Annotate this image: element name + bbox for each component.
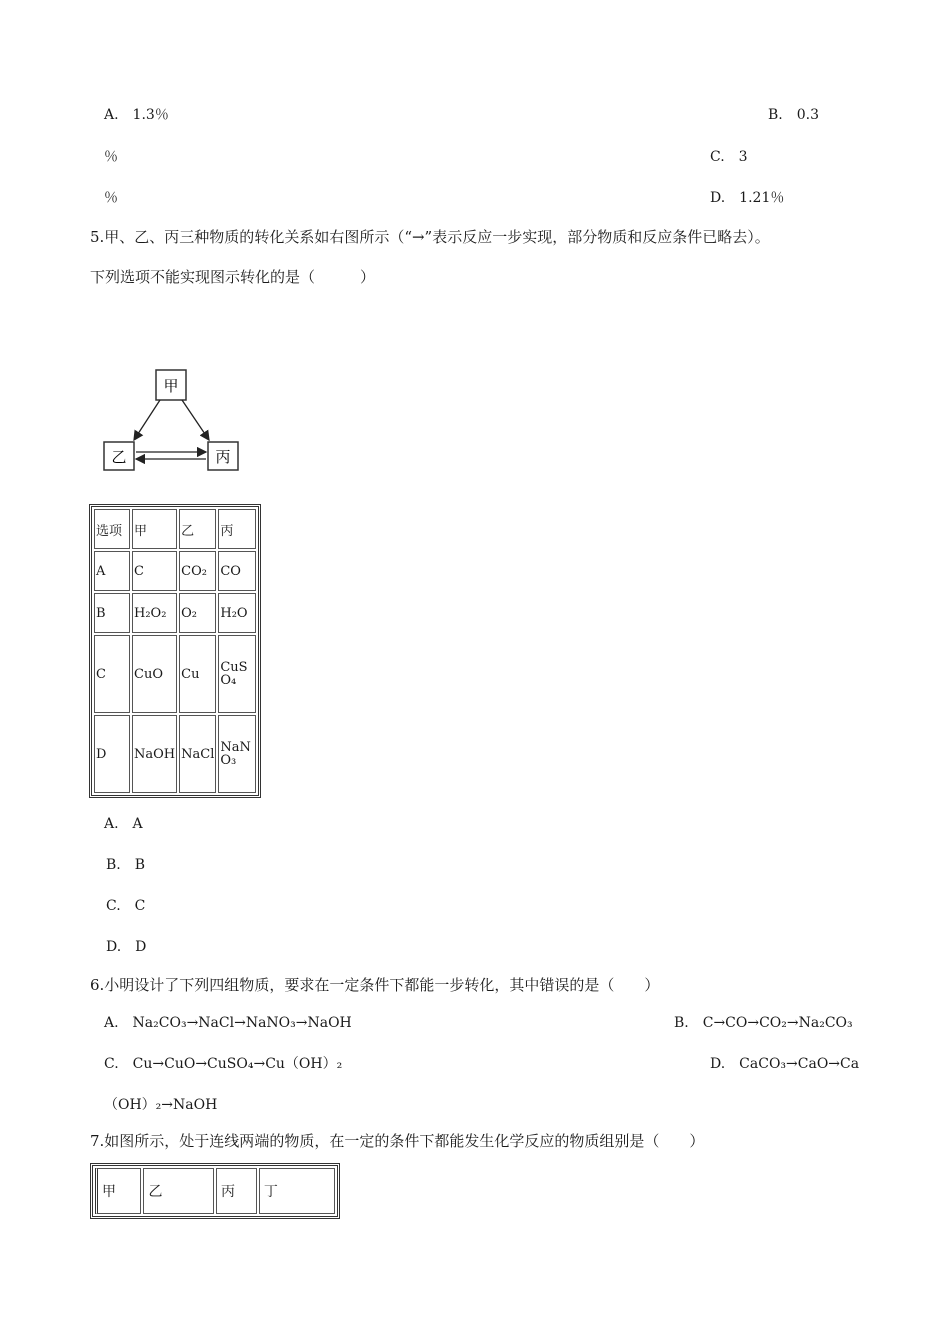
q6-option-d: D. CaCO₃→CaO→Ca [710,1056,860,1072]
q5-option-a: A. A [104,816,143,832]
header-cell: 丁 [259,1168,335,1214]
q6-option-c: C. Cu→CuO→CuSO₄→Cu（OH）₂ [104,1056,343,1072]
q5-conversion-diagram [90,362,250,482]
q6-option-b: B. C→CO→CO₂→Na₂CO₃ [674,1015,853,1031]
diagram-label-bing: 丙 [215,448,231,466]
arrow-jia-to-bing [182,400,209,440]
table-cell: NaCl [179,715,216,793]
q4-option-a: A. 1.3％ [104,107,169,123]
q6-stem: 6.小明设计了下列四组物质，要求在一定条件下都能一步转化，其中错误的是（ ） [90,976,660,994]
q5-option-d: D. D [106,939,147,955]
table-header-row [95,1168,335,1214]
table-cell: CO₂ [179,551,216,591]
header-cell: 丙 [218,509,256,549]
table-cell: NaOH [132,715,177,793]
header-cell: 甲 [132,509,177,549]
header-cell: 甲 [95,1168,141,1214]
arrow-jia-to-yi [134,400,160,440]
header-cell: 乙 [179,509,216,549]
q5-option-c: C. C [106,898,146,914]
table-row [94,715,256,793]
table-cell: B [94,593,130,633]
q6-option-d-continued: （OH）₂→NaOH [104,1097,218,1113]
table-row [94,593,256,633]
table-cell: CO [218,551,256,591]
q5-option-b: B. B [106,857,146,873]
q6-option-a: A. Na₂CO₃→NaCl→NaNO₃→NaOH [104,1015,352,1031]
table-cell: CuO [132,635,177,713]
table-cell: H₂O [218,593,256,633]
table-cell: H₂O₂ [132,593,177,633]
q5-stem-line1: 5.甲、乙、丙三种物质的转化关系如右图所示（“→”表示反应一步实现，部分物质和反应条件已略去）。 [90,228,770,246]
q5-options-table [89,504,261,798]
q7-stem: 7.如图所示，处于连线两端的物质，在一定的条件下都能发生化学反应的物质组别是（ ） [90,1132,705,1150]
table-row [94,551,256,591]
q4-option-b-percent: ％ [104,149,118,165]
table-header-row [94,509,256,549]
table-row [94,635,256,713]
table-cell: D [94,715,130,793]
q4-option-b: B. 0.3 [768,107,820,123]
header-cell: 选项 [94,509,130,549]
q5-stem-line2: 下列选项不能实现图示转化的是（ ） [90,268,376,286]
diagram-label-yi: 乙 [111,448,127,466]
diagram-label-jia: 甲 [163,377,179,395]
q4-option-d: D. 1.21％ [710,190,785,206]
q4-option-c: C. 3 [710,149,748,165]
table-cell: A [94,551,130,591]
q4-option-c-percent: ％ [104,190,118,206]
table-cell: Cu [179,635,216,713]
header-cell: 丙 [216,1168,257,1214]
table-cell: NaNO₃ [218,715,256,793]
header-cell: 乙 [143,1168,214,1214]
table-cell: CuSO₄ [218,635,256,713]
table-cell: C [94,635,130,713]
table-cell: C [132,551,177,591]
q7-table [90,1163,340,1219]
table-cell: O₂ [179,593,216,633]
